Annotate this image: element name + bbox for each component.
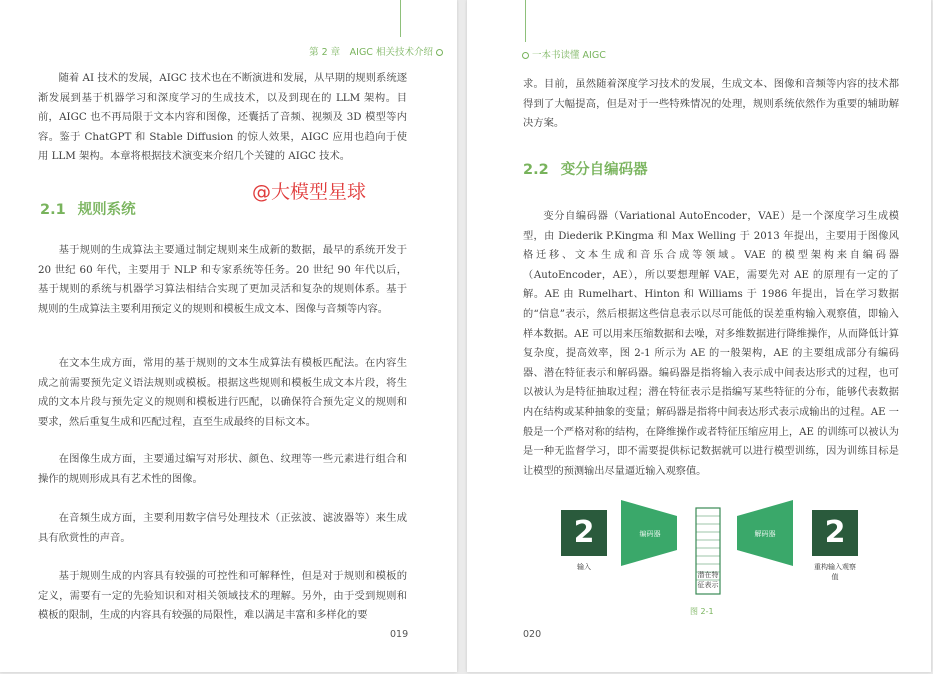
- decoder-label: 解码器: [754, 530, 776, 538]
- section-title: [523, 158, 648, 179]
- paragraph: 基于规则生成的内容具有较强的可控性和可解释性，但是对于规则和模板的定义，需要有一定的先验知识和对相关领域技术的理解。另外，由于受到规则和模板的限制，生成的内容具有较强的局限性，难以满足丰富和多样化的要: [38, 570, 407, 622]
- paragraph: 在文本生成方面，常用的基于规则的文本生成算法有模板匹配法。在内容生成之前需要预先定义语法规则或模板。根据这些规则和模板生成文本片段，将生成的文本片段与预先定义的规则和模板进行匹配，以确保符合预先定义的规则和要求，然后重复生成和匹配过程，直至生成最终的目标文本。: [38, 357, 407, 428]
- left-page: [0, 0, 457, 672]
- right-page: [467, 0, 931, 672]
- paragraph: 变分自编码器（Variational AutoEncoder，VAE）是一个深度学习生成模型，由 Diederik P.Kingma 和 Max Welling 于 2013 年提出，主要用于图像风格迁移、文本生成和音乐合成等领域。VAE 的模型架构来自编码器（AutoEncoder，AE），所以要想理解 VAE，需要先对 AE 的原理有一定的了解。AE 由 Rumelhart、Hinton 和 Williams 于 1986 年提出，旨在学习数据的“信息”表示，然后根据这些信息表示以尽可能低的误差重构输入观察值，即输入样本数据。AE 可以用来压缩数据和去噪，对多维数据进行降维操作，从而降低计算复杂度，提高效率，图 2-1 所示为 AE 的一般架构，AE 的主要组成部分有编码器、潜在特征表示和解码器。编码器是指将输入表示成中间表达形式的过程，也可以被认为是特征抽取过程；潜在特征表示是指编写某些特征的分布，能够代表数据内在结构或某种抽象的变量；解码器是指将中间表达形式表示成输出的过程。AE 一般是一个严格对称的结构，在降维操作或者特征压缩应用上，AE 的训练可以被认为是一种无监督学习，即不需要提供标记数据就可以进行模型训练，因为训练目标是让模型的预测输出尽量逼近输入观察值。: [523, 211, 899, 477]
- watermark: @大模型星球: [252, 181, 367, 203]
- input-label: 输入: [577, 563, 591, 571]
- page-number: 019: [390, 629, 409, 640]
- latent-label: 潜在特征表示: [697, 571, 719, 589]
- intro-paragraph: 随着 AI 技术的发展，AIGC 技术也在不断演进和发展，从早期的规则系统逐渐发展到基于机器学习和深度学习的生成技术，以及到现在的 LLM 架构。目前，AIGC 也不再局限于文本内容和图像，还囊括了音频、视频及 3D 模型等内容。鉴于 ChatGPT 和 Stable Diffusion 的惊人效果，AIGC 应用也趋向于使用 LLM 架构。本章将根据技术演变来介绍几个关键的 AIGC 技术。: [38, 72, 407, 163]
- page-number: 020: [523, 629, 542, 640]
- circle-marker-icon: [436, 49, 443, 56]
- running-head-text: 第 2 章 AIGC 相关技术介绍: [309, 47, 433, 58]
- output-image: 2: [812, 510, 858, 556]
- encoder-label: 编码器: [639, 530, 661, 538]
- section-number: 2.1: [40, 202, 66, 218]
- section-title-text: 变分自编码器: [560, 162, 648, 178]
- header-rule: [525, 0, 526, 42]
- paragraph: 基于规则的生成算法主要通过制定规则来生成新的数据，最早的系统开发于 20 世纪 60 年代，主要用于 NLP 和专家系统等任务。20 世纪 90 年代以后，基于规则的系统与机器学习算法相结合实现了更加灵活和复杂的规则体系。基于规则的生成算法主要利用预定义的规则和模板生成文本、图像与音频等内容。: [38, 244, 407, 315]
- running-head: [309, 44, 443, 58]
- section-number: 2.2: [523, 162, 549, 178]
- continued-paragraph: 求。目前，虽然随着深度学习技术的发展，生成文本、图像和音频等内容的技术都得到了大幅提高，但是对于一些特殊情况的处理，规则系统依然作为重要的辅助解决方案。: [523, 78, 899, 130]
- input-image: 2: [561, 510, 607, 556]
- section-title: [40, 198, 136, 219]
- paragraph: 在图像生成方面，主要通过编写对形状、颜色、纹理等一些元素进行组合和操作的规则形成具有艺术性的图像。: [38, 453, 407, 485]
- paragraph: 在音频生成方面，主要利用数字信号处理技术（正弦波、滤波器等）来生成具有欣赏性的声音。: [38, 512, 407, 544]
- figure-caption: 图 2-1: [690, 607, 714, 616]
- running-head-text: 一本书读懂 AIGC: [532, 50, 606, 61]
- ae-figure: [547, 498, 867, 623]
- output-label: 重构输入观察值: [814, 563, 856, 581]
- header-rule: [400, 0, 401, 37]
- section-title-text: 规则系统: [77, 202, 136, 218]
- running-head: [522, 47, 606, 61]
- circle-marker-icon: [522, 52, 529, 59]
